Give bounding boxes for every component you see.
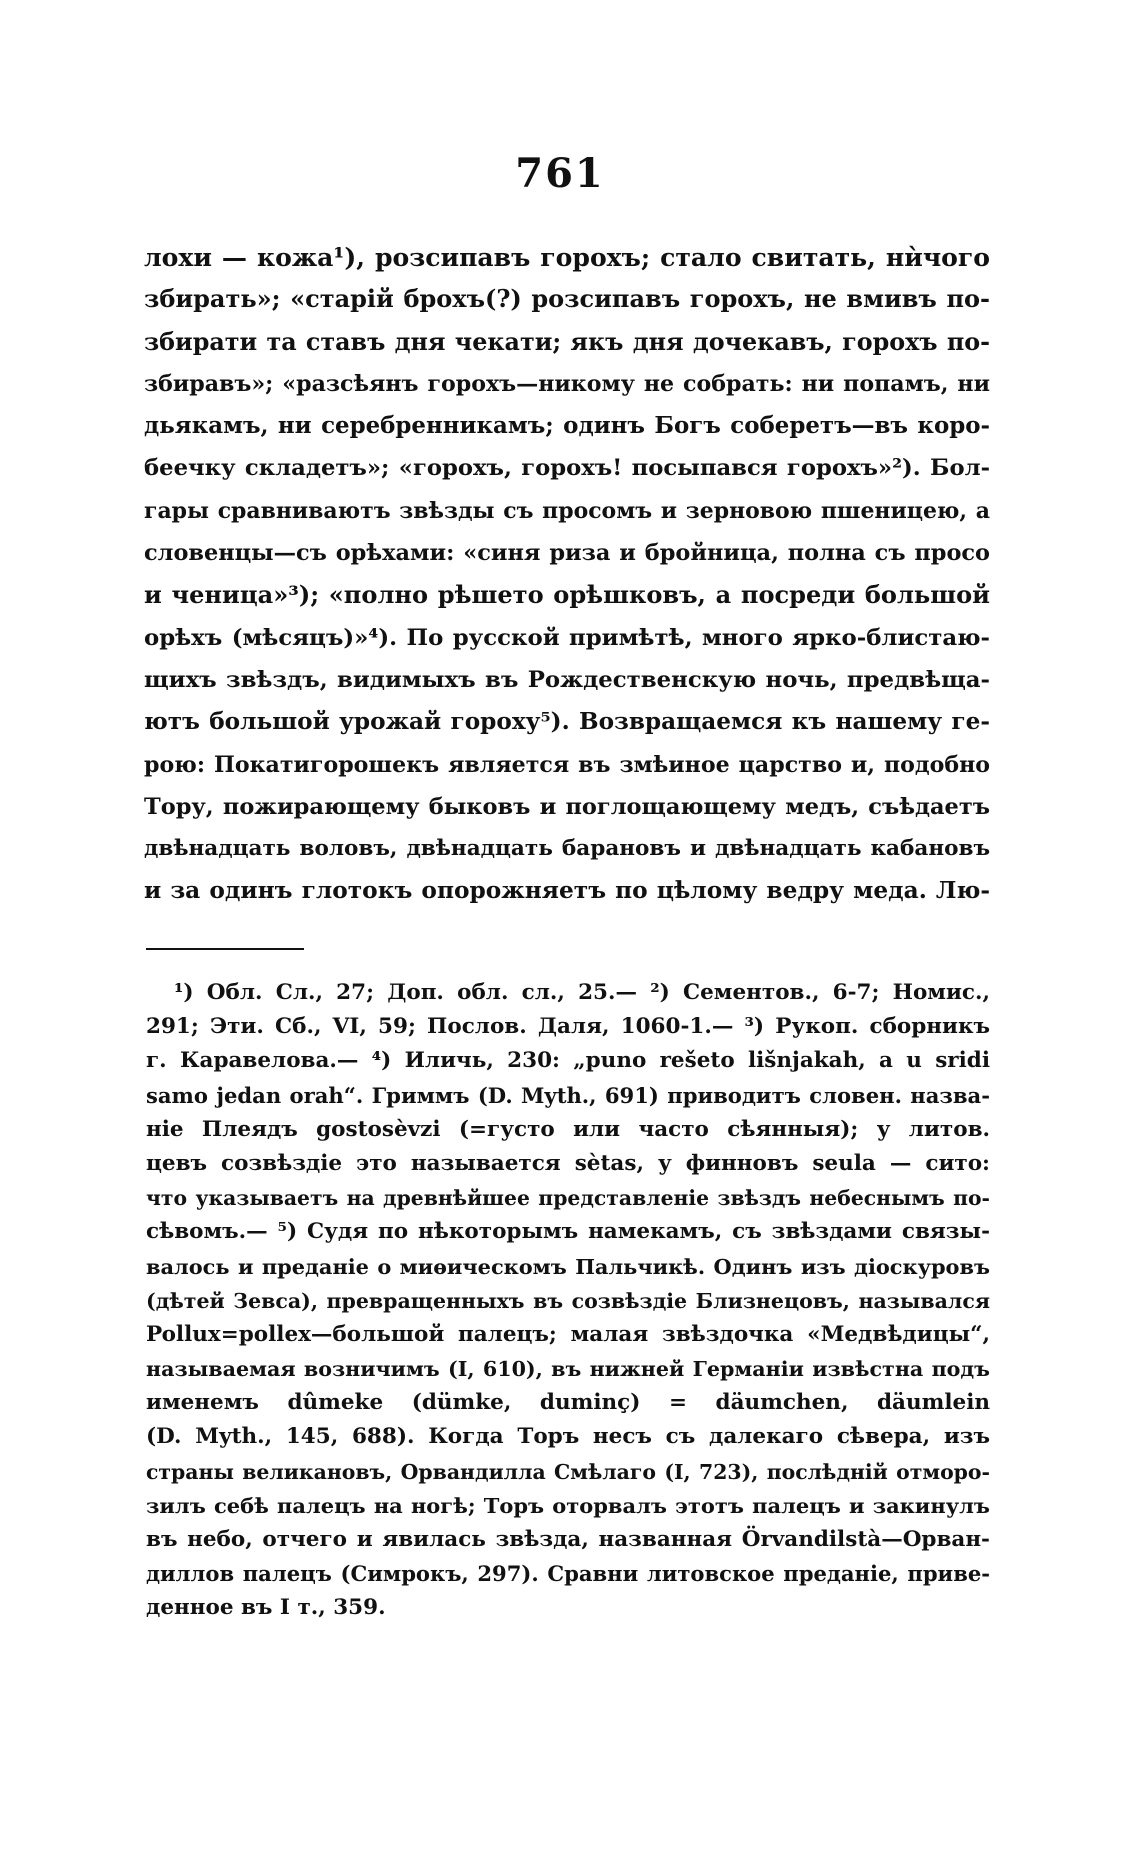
footnote-line: валось и преданіе о миѳическомъ Пальчикѣ. Одинъ изъ діоскуровъ — [146, 1253, 990, 1279]
footnote-line: что указываетъ на древнѣйшее представленіе звѣздъ небеснымъ по- — [146, 1186, 990, 1211]
footnote-line: (дѣтей Зевса), превращенныхъ въ созвѣздіе Близнецовъ, назывался — [146, 1288, 990, 1313]
footnote-line: ніе Плеядъ gostosèvzi (=густо или часто сѣянныя); у литов. — [146, 1116, 990, 1142]
body-line: дьякамъ, ни серебренникамъ; одинъ Богъ соберетъ—въ коро- — [144, 412, 990, 440]
footnote-line: сѣвомъ.— ⁵) Судя по нѣкоторымъ намекамъ, съ звѣздами связы- — [146, 1219, 990, 1245]
body-line: щихъ звѣздъ, видимыхъ въ Рождественскую ночь, предвѣща- — [144, 666, 990, 693]
main-text — [144, 236, 990, 913]
footnote-line: г. Каравелова.— ⁴) Иличь, 230: „puno rešeto lišnjakah, a u sridi — [146, 1048, 990, 1074]
body-line: Тору, пожирающему быковъ и поглощающему медъ, съѣдаетъ — [144, 793, 990, 820]
body-line: збирать»; «старій брохъ(?) розсипавъ горохъ, не вмивъ по- — [144, 284, 990, 314]
body-line: збиравъ»; «разсѣянъ горохъ—никому не собрать: ни попамъ, ни — [144, 370, 990, 397]
body-line: беечку складетъ»; «горохъ, горохъ! посыпався горохъ»²). Бол- — [144, 455, 990, 482]
footnote-line: зилъ себѣ палецъ на ногѣ; Торъ оторвалъ этотъ палецъ и закинулъ — [146, 1492, 990, 1518]
body-line: и за одинъ глотокъ опорожняетъ по цѣлому ведру меда. Лю- — [144, 877, 990, 905]
body-line: збирати та ставъ дня чекати; якъ дня дочекавъ, горохъ по- — [144, 327, 990, 356]
footnote-line: 291; Эти. Сб., VI, 59; Послов. Даля, 1060-1.— ³) Рукоп. сборникъ — [146, 1014, 990, 1040]
body-line: и ченица»³); «полно рѣшето орѣшковъ, а посреди большой — [144, 580, 990, 610]
body-line: словенцы—съ орѣхами: «синя риза и бройница, полна съ просо — [144, 540, 990, 567]
body-line: гары сравниваютъ звѣзды съ просомъ и зерновою пшеницею, а — [144, 497, 990, 524]
footnote-line: ¹) Обл. Сл., 27; Доп. обл. сл., 25.— ²) Сементов., 6-7; Номис., — [174, 980, 990, 1005]
body-line: рою: Покатигорошекъ является въ змѣиное царство и, подобно — [144, 751, 990, 778]
page-number: 761 — [515, 150, 605, 197]
footnote-line: денное въ I т., 359. — [146, 1595, 386, 1621]
footnote-line: страны великановъ, Орвандилла Смѣлаго (I, 723), послѣдній отморо- — [146, 1459, 990, 1484]
footnote-line: Pollux=pollex—большой палецъ; малая звѣздочка «Медвѣдицы“, — [146, 1321, 990, 1347]
body-line: двѣнадцать воловъ, двѣнадцать барановъ и двѣнадцать кабановъ — [144, 836, 990, 862]
footnote-line: samo jedan orah“. Гриммъ (D. Myth., 691) приводитъ словен. назва- — [146, 1082, 990, 1108]
body-line: лохи — кожа¹), розсипавъ горохъ; стало свитать, нѝчого — [144, 242, 990, 272]
body-line: орѣхъ (мѣсяцъ)»⁴). По русской примѣтѣ, много ярко-блистаю- — [144, 624, 990, 651]
footnotes — [146, 976, 990, 1626]
footnote-line: диллов палецъ (Симрокъ, 297). Сравни литовское преданіе, приве- — [146, 1561, 990, 1587]
footnote-line: именемъ dûmeke (dümke, duminç) = däumchen, däumlein — [146, 1390, 990, 1416]
footnote-line: называемая возничимъ (I, 610), въ нижней Германіи извѣстна подъ — [146, 1357, 990, 1382]
footnote-line: цевъ созвѣздіе это называется sètas, у финновъ seula — сито: — [146, 1150, 990, 1176]
footnote-line: въ небо, отчего и явилась звѣзда, названная Örvandilstà—Орван- — [146, 1527, 990, 1552]
body-line: ютъ большой урожай гороху⁵). Возвращаемся къ нашему ге- — [144, 708, 990, 736]
footnote-separator — [146, 948, 304, 950]
footnote-line: (D. Myth., 145, 688). Когда Торъ несъ съ далекаго сѣвера, изъ — [146, 1424, 990, 1450]
